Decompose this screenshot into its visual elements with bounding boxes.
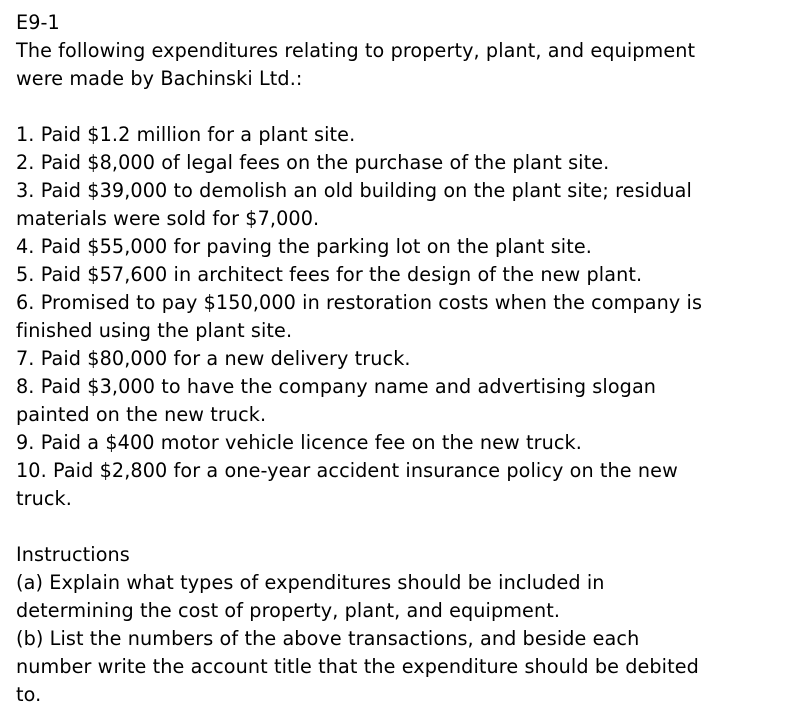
item-line-7: 6. Promised to pay $150,000 in restoration costs when the company is <box>16 291 703 314</box>
item-line-12: 9. Paid a $400 motor vehicle licence fee on the new truck. <box>16 431 582 454</box>
item-line-4: materials were sold for $7,000. <box>16 207 320 230</box>
instruction-line-1: (a) Explain what types of expenditures should be included in <box>16 571 605 594</box>
intro-line-1: The following expenditures relating to property, plant, and equipment <box>16 39 696 62</box>
item-line-11: painted on the new truck. <box>16 403 267 426</box>
item-line-14: truck. <box>16 487 72 510</box>
item-line-6: 5. Paid $57,600 in architect fees for the design of the new plant. <box>16 263 643 286</box>
item-line-1: 1. Paid $1.2 million for a plant site. <box>16 123 356 146</box>
exercise-id: E9-1 <box>16 11 60 34</box>
intro-line-2: were made by Bachinski Ltd.: <box>16 67 303 90</box>
instruction-line-2: determining the cost of property, plant, and equipment. <box>16 599 561 622</box>
instruction-line-5: to. <box>16 683 42 706</box>
blank-line <box>16 513 780 541</box>
instruction-line-3: (b) List the numbers of the above transactions, and beside each <box>16 627 640 650</box>
item-line-9: 7. Paid $80,000 for a new delivery truck. <box>16 347 411 370</box>
item-line-5: 4. Paid $55,000 for paving the parking lot on the plant site. <box>16 235 592 258</box>
item-line-13: 10. Paid $2,800 for a one-year accident insurance policy on the new <box>16 459 678 482</box>
item-line-2: 2. Paid $8,000 of legal fees on the purchase of the plant site. <box>16 151 610 174</box>
item-line-8: finished using the plant site. <box>16 319 293 342</box>
blank-line <box>16 93 780 121</box>
item-line-10: 8. Paid $3,000 to have the company name and advertising slogan <box>16 375 657 398</box>
instructions-heading: Instructions <box>16 543 130 566</box>
instruction-line-4: number write the account title that the expenditure should be debited <box>16 655 699 678</box>
item-line-3: 3. Paid $39,000 to demolish an old building on the plant site; residual <box>16 179 692 202</box>
